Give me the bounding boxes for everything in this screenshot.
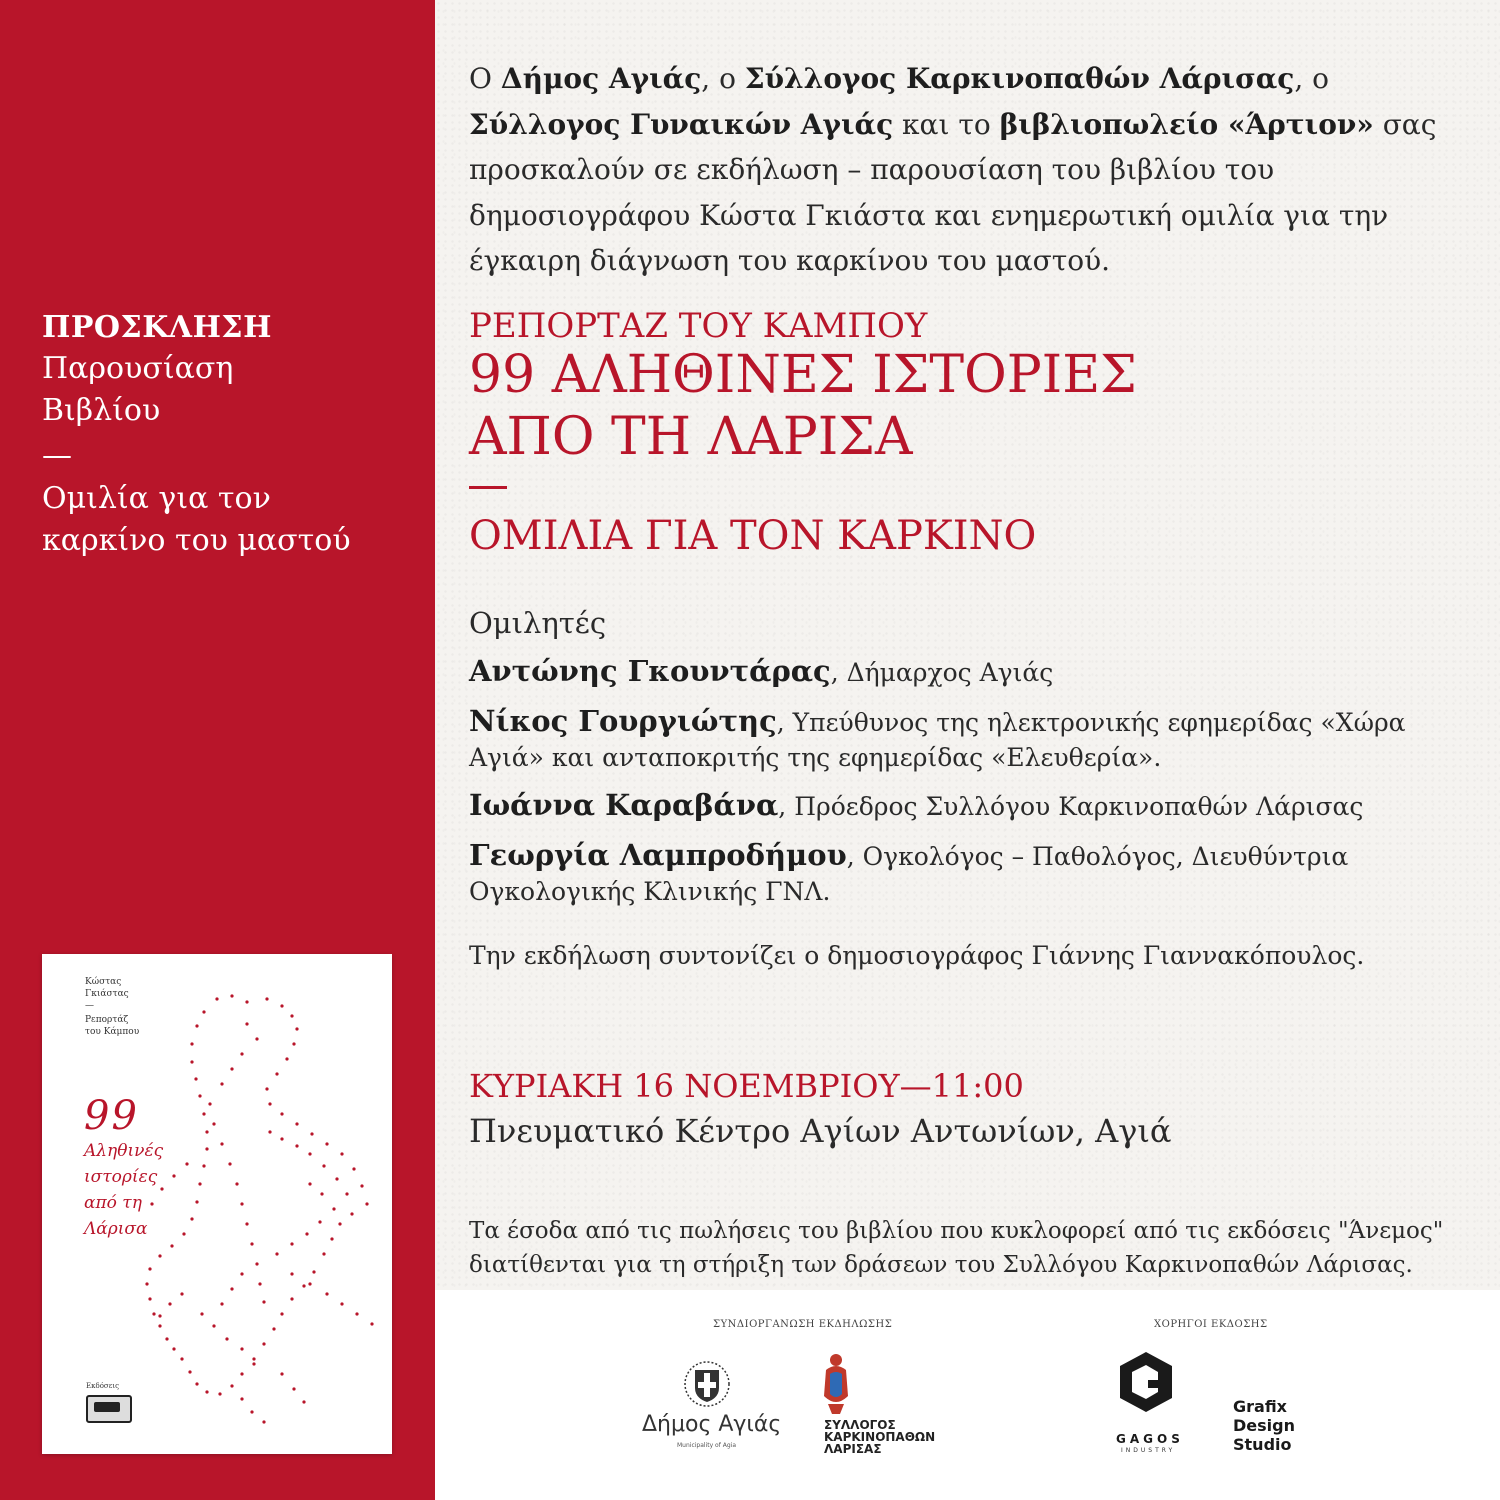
art-dot (180, 1357, 183, 1360)
sponsors-label: ΧΟΡΗΓΟΙ ΕΚΔΟΣΗΣ (1154, 1319, 1268, 1330)
art-dot (165, 1337, 168, 1340)
grafix-line-1: Grafix (1233, 1397, 1287, 1416)
art-dot (308, 1152, 311, 1155)
speaker-role: , Υπεύθυνος της ηλεκτρονικής εφημερίδας «Χώρα Αγιά» και ανταποκριτής της εφημερίδας «Ελευθερία». (469, 708, 1406, 772)
art-dot (158, 1324, 161, 1327)
art-dot (318, 1220, 321, 1223)
title-divider (469, 486, 507, 489)
art-dot (200, 1312, 203, 1315)
art-dot (220, 1302, 223, 1305)
art-dot (230, 994, 233, 997)
art-dot (290, 1014, 293, 1017)
art-dot (335, 1177, 338, 1180)
art-dot (205, 1147, 208, 1150)
art-dot (152, 1312, 155, 1315)
cancer-association-line-3: ΛΑΡΙΣΑΣ (824, 1442, 882, 1456)
art-dot (250, 1242, 253, 1245)
book-author (85, 976, 129, 1000)
art-dot (280, 1112, 283, 1115)
sidebar-dash: — (42, 438, 72, 473)
art-dot (240, 1202, 243, 1205)
talk-title: ΟΜΙΛΙΑ ΓΙΑ ΤΟΝ ΚΑΡΚΙΝΟ (469, 513, 1037, 559)
art-dot (350, 1212, 353, 1215)
intro-bold-syllogos: Σύλλογος Καρκινοπαθών Λάρισας (744, 62, 1295, 95)
art-dot (292, 1042, 295, 1045)
art-dot (295, 1122, 298, 1125)
footer-panel (435, 1290, 1500, 1500)
book-hand-99: 99 (84, 1093, 139, 1139)
grafix-design-studio-logo (1233, 1397, 1295, 1454)
speaker-name: Αντώνης Γκουντάρας (469, 654, 831, 688)
art-dot (252, 1357, 255, 1360)
art-dot (235, 1182, 238, 1185)
art-dot (250, 1410, 253, 1413)
art-dot (202, 1010, 205, 1013)
cancer-association-logo-text (824, 1419, 935, 1455)
art-dot (280, 1372, 283, 1375)
art-dot (352, 1167, 355, 1170)
art-dot (148, 1267, 151, 1270)
speaker-role: , Ογκολόγος – Παθολόγος, Διευθύντρια Ογκολογικής Κλινικής ΓΝΛ. (469, 842, 1349, 906)
art-dot (275, 1252, 278, 1255)
art-dot (225, 1337, 228, 1340)
art-dot (268, 1130, 271, 1133)
speaker-item (469, 788, 1459, 824)
book-hand-line-4: Λάρισα (84, 1219, 148, 1239)
art-dot (158, 1314, 161, 1317)
book-hand-line-1: Αληθινές (84, 1141, 164, 1161)
intro-text-1: Ο (469, 62, 501, 95)
art-dot (325, 1292, 328, 1295)
art-dot (262, 1420, 265, 1423)
art-dot (195, 1200, 198, 1203)
art-dot (275, 1072, 278, 1075)
speaker-item (469, 654, 1459, 690)
book-hand-line-3: από τη (84, 1193, 142, 1213)
art-dot (290, 1297, 293, 1300)
art-dot (355, 1312, 358, 1315)
intro-text-3: , ο (1294, 62, 1329, 95)
art-dot (262, 1300, 265, 1303)
sidebar-line-4: καρκίνο του μαστού (42, 523, 351, 558)
cancer-association-logo-icon (818, 1352, 854, 1416)
art-dot (295, 1027, 298, 1030)
art-dot (370, 1322, 373, 1325)
speaker-name: Γεωργία Λαμπροδήμου (469, 838, 847, 872)
art-dot (280, 1137, 283, 1140)
cancer-association-line-2: ΚΑΡΚΙΝΟΠΑΘΩΝ (824, 1430, 936, 1444)
art-dot (148, 1297, 151, 1300)
art-dot (168, 1302, 171, 1305)
art-dot (255, 1037, 258, 1040)
art-dot (360, 1184, 363, 1187)
art-dot (245, 1222, 248, 1225)
publisher-logo-icon (86, 1395, 132, 1423)
art-dot (268, 1102, 271, 1105)
sidebar-line-2: Βιβλίου (42, 393, 161, 428)
art-dot (198, 1094, 201, 1097)
art-dot (240, 1052, 243, 1055)
art-dot (195, 1382, 198, 1385)
book-title-line-1: 99 ΑΛΗΘΙΝΕΣ ΙΣΤΟΡΙΕΣ (469, 345, 1137, 405)
art-dot (212, 1122, 215, 1125)
art-dot (322, 1164, 325, 1167)
art-dot (190, 1042, 193, 1045)
art-dot (194, 1077, 197, 1080)
art-dot (185, 1162, 188, 1165)
art-dot (205, 1130, 208, 1133)
art-dot (188, 1370, 191, 1373)
book-dash: — (85, 1001, 94, 1011)
art-dot (338, 1222, 341, 1225)
gagos-g-logo-icon (1118, 1350, 1174, 1414)
art-dot (220, 1142, 223, 1145)
art-dot (172, 1174, 175, 1177)
book-subtitle-line-1: Ρεπορτάζ (85, 1015, 129, 1025)
speaker-item (469, 704, 1459, 775)
art-dot (325, 1142, 328, 1145)
art-dot (308, 1282, 311, 1285)
art-dot (332, 1207, 335, 1210)
art-dot (190, 1060, 193, 1063)
art-dot (280, 1004, 283, 1007)
art-dot (320, 1192, 323, 1195)
grafix-line-2: Design (1233, 1416, 1295, 1435)
art-dot (240, 1397, 243, 1400)
art-dot (305, 1232, 308, 1235)
cancer-association-line-1: ΣΥΛΛΟΓΟΣ (824, 1418, 896, 1432)
art-dot (220, 1082, 223, 1085)
art-dot (205, 1390, 208, 1393)
art-dot (302, 1400, 305, 1403)
proceeds-note: Τα έσοδα από τις πωλήσεις του βιβλίου που κυκλοφορεί από τις εκδόσεις "Άνεμος" διατίθενται για τη στήριξη των δράσεων του Συλλόγου Καρκινοπαθών Λάρισας. (469, 1218, 1444, 1278)
art-dot (295, 1144, 298, 1147)
intro-text-2: , ο (701, 62, 745, 95)
art-dot (208, 1102, 211, 1105)
coordinator-line: Την εκδήλωση συντονίζει ο δημοσιογράφος Γιάννης Γιαννακόπουλος. (469, 941, 1365, 970)
invitation-title: ΠΡΟΣΚΛΗΣΗ (42, 310, 272, 345)
art-dot (290, 1272, 293, 1275)
art-dot (262, 1342, 265, 1345)
art-dot (308, 1182, 311, 1185)
art-dot (365, 1202, 368, 1205)
art-dot (302, 1284, 305, 1287)
art-dot (345, 1192, 348, 1195)
art-dot (258, 1282, 261, 1285)
demos-agias-logo-subtext: Municipality of Agia (677, 1442, 736, 1449)
art-dot (340, 1152, 343, 1155)
art-dot (202, 1164, 205, 1167)
intro-text-4: και το (893, 107, 1000, 141)
book-author-line-1: Κώστας (85, 977, 122, 987)
art-dot (292, 1387, 295, 1390)
speaker-role: , Πρόεδρος Συλλόγου Καρκινοπαθών Λάρισας (778, 792, 1364, 821)
book-author-line-2: Γκιάστας (85, 989, 129, 999)
book-title-line-2: ΑΠΟ ΤΗ ΛΑΡΙΣΑ (469, 407, 913, 467)
book-hand-line-2: ιστορίες (84, 1167, 158, 1187)
art-dot (310, 1132, 313, 1135)
intro-bold-demos: Δήμος Αγιάς (500, 62, 702, 95)
art-dot (190, 1217, 193, 1220)
intro-paragraph (469, 56, 1459, 284)
book-title (469, 344, 1469, 468)
art-dot (195, 1024, 198, 1027)
art-dot (218, 1392, 221, 1395)
art-dot (172, 1347, 175, 1350)
grafix-line-3: Studio (1233, 1435, 1292, 1454)
art-dot (265, 1087, 268, 1090)
art-dot (252, 1362, 255, 1365)
book-cover (42, 954, 392, 1454)
sidebar-line-3: Ομιλία για τον (42, 481, 271, 516)
intro-bold-gynaikon: Σύλλογος Γυναικών Αγιάς (469, 107, 894, 141)
coorganizers-label: ΣΥΝΔΙΟΡΓΑΝΩΣΗ ΕΚΔΗΛΩΣΗΣ (713, 1319, 893, 1330)
art-dot (212, 1324, 215, 1327)
art-dot (145, 1282, 148, 1285)
book-subtitle-line-2: του Κάμπου (85, 1027, 140, 1037)
event-venue: Πνευματικό Κέντρο Αγίων Αντωνίων, Αγιά (469, 1112, 1172, 1150)
art-dot (245, 1022, 248, 1025)
demos-agias-logo-text: Δήμος Αγιάς (642, 1412, 782, 1437)
art-dot (322, 1252, 325, 1255)
art-dot (312, 1270, 315, 1273)
art-dot (240, 1372, 243, 1375)
sidebar-heading (42, 308, 351, 562)
book-series-kicker: ΡΕΠΟΡΤΑΖ ΤΟΥ ΚΑΜΠΟΥ (469, 306, 928, 346)
sidebar-line-1: Παρουσίαση (42, 351, 234, 386)
art-dot (285, 1057, 288, 1060)
art-dot (230, 1067, 233, 1070)
gagos-logo-subtext: INDUSTRY (1121, 1447, 1176, 1454)
art-dot (240, 1272, 243, 1275)
art-dot (245, 1000, 248, 1003)
art-dot (170, 1244, 173, 1247)
intro-bold-bookstore: βιβλιοπωλείο «Άρτιον» (999, 107, 1374, 141)
art-dot (215, 997, 218, 1000)
art-dot (340, 1302, 343, 1305)
art-dot (182, 1232, 185, 1235)
art-dot (158, 1254, 161, 1257)
art-dot (198, 1182, 201, 1185)
event-date: ΚΥΡΙΑΚΗ 16 ΝΟΕΜΒΡΙΟΥ—11:00 (469, 1067, 1024, 1105)
speaker-role: , Δήμαρχος Αγιάς (830, 658, 1054, 687)
art-dot (228, 1162, 231, 1165)
speaker-name: Νίκος Γουργιώτης (469, 704, 777, 738)
art-dot (290, 1242, 293, 1245)
book-handwritten-title (84, 1094, 163, 1242)
intro-text-5: σας προσκαλούν σε εκδήλωση – παρουσίαση του βιβλίου του δημοσιογράφου Κώστα Γκιάστα και ενημερωτική ομιλία για την έγκαιρη διάγνωση του καρκίνου του μαστού. (469, 107, 1437, 277)
book-subtitle (85, 1014, 139, 1038)
art-dot (265, 997, 268, 1000)
art-dot (230, 1384, 233, 1387)
art-dot (240, 1347, 243, 1350)
art-dot (330, 1237, 333, 1240)
speakers-label: Ομιλητές (469, 606, 607, 640)
art-dot (180, 1292, 183, 1295)
art-dot (280, 1312, 283, 1315)
gagos-logo-text: GAGOS (1116, 1432, 1184, 1446)
speaker-name: Ιωάννα Καραβάνα (469, 788, 779, 822)
art-dot (255, 1262, 258, 1265)
book-publisher-label: Εκδόσεις (86, 1382, 119, 1390)
art-dot (202, 1112, 205, 1115)
speaker-item (469, 838, 1459, 909)
greek-coat-of-arms-icon (683, 1360, 731, 1408)
art-dot (230, 1287, 233, 1290)
art-dot (272, 1327, 275, 1330)
